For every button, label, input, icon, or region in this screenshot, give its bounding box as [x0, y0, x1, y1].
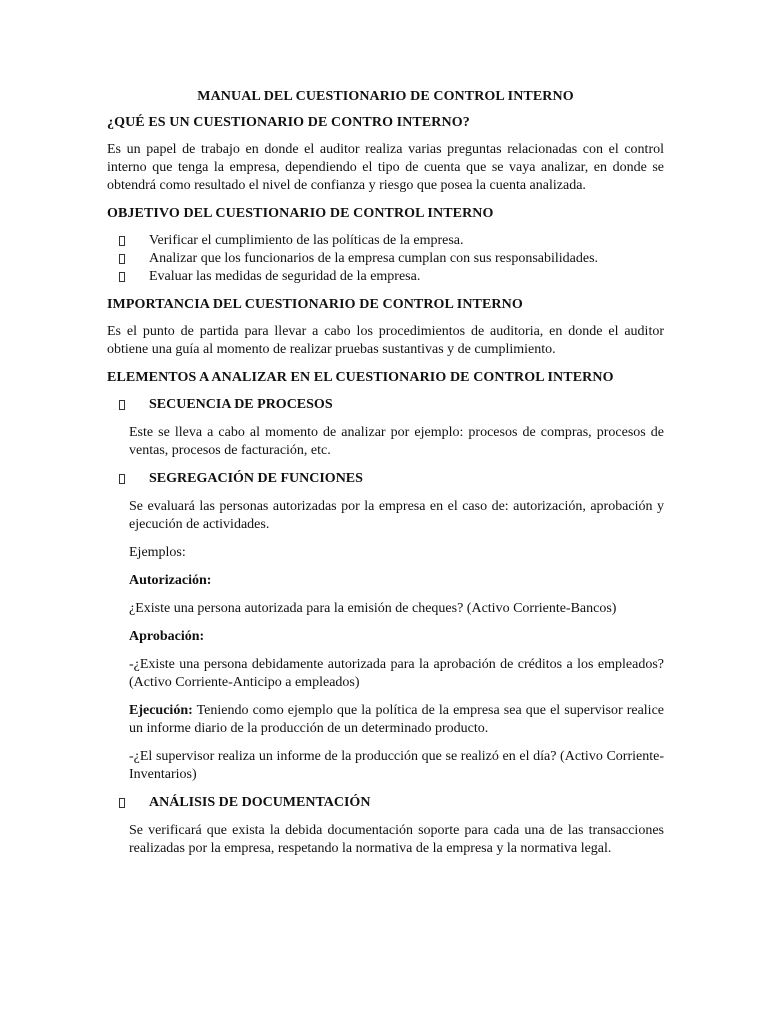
approval-text: -¿Existe una persona debidamente autorizada para la aprobación de créditos a los empleados? (Activo Corriente-Anticipo a empleados)	[129, 657, 664, 690]
subheading-text: ANÁLISIS DE DOCUMENTACIÓN	[149, 795, 371, 810]
list-item-text: Analizar que los funcionarios de la empresa cumplan con sus responsabilidades.	[149, 251, 599, 266]
execution-question: -¿El supervisor realiza un informe de la producción que se realizó en el día? (Activo Corriente-Inventarios)	[129, 749, 664, 782]
subheading-documentation	[107, 794, 664, 812]
examples-label: Ejemplos:	[129, 545, 186, 560]
document-body	[107, 88, 664, 868]
bullet-icon	[119, 236, 125, 246]
section-heading-importance: IMPORTANCIA DEL CUESTIONARIO DE CONTROL INTERNO	[107, 297, 523, 312]
bullet-icon	[119, 798, 125, 808]
bullet-icon	[119, 400, 125, 410]
paragraph-sequence: Este se lleva a cabo al momento de analizar por ejemplo: procesos de compras, procesos de ventas, procesos de facturación, etc.	[129, 425, 664, 458]
bullet-icon	[119, 474, 125, 484]
document-title: MANUAL DEL CUESTIONARIO DE CONTROL INTERNO	[197, 89, 574, 104]
list-item	[107, 268, 664, 286]
subheading-text: SEGREGACIÓN DE FUNCIONES	[149, 471, 363, 486]
list-item-text: Evaluar las medidas de seguridad de la empresa.	[149, 269, 421, 284]
bullet-icon	[119, 254, 125, 264]
paragraph-documentation: Se verificará que exista la debida documentación soporte para cada una de las transacciones realizadas por la empresa, respetando la normativa de la empresa y la normativa legal.	[129, 823, 664, 856]
section-heading-elements: ELEMENTOS A ANALIZAR EN EL CUESTIONARIO DE CONTROL INTERNO	[107, 370, 614, 385]
list-item	[107, 232, 664, 250]
sequence-block	[107, 424, 664, 460]
authorization-label: Autorización:	[129, 573, 212, 588]
subheading-segregation	[107, 470, 664, 488]
execution-paragraph	[129, 702, 664, 738]
section-heading-what-is: ¿QUÉ ES UN CUESTIONARIO DE CONTRO INTERNO?	[107, 115, 470, 130]
authorization-text: ¿Existe una persona autorizada para la emisión de cheques? (Activo Corriente-Bancos)	[129, 601, 617, 616]
subheading-sequence	[107, 396, 664, 414]
execution-label: Ejecución:	[129, 703, 193, 718]
paragraph-segregation: Se evaluará las personas autorizadas por la empresa en el caso de: autorización, aprobación y ejecución de actividades.	[129, 499, 664, 532]
objective-list	[107, 232, 664, 286]
list-item-text: Verificar el cumplimiento de las políticas de la empresa.	[149, 233, 464, 248]
segregation-block	[107, 498, 664, 784]
execution-text: Teniendo como ejemplo que la política de la empresa sea que el supervisor realice un informe diario de la producción de un determinado producto.	[129, 703, 664, 736]
bullet-icon	[119, 272, 125, 282]
paragraph-importance: Es el punto de partida para llevar a cabo los procedimientos de auditoria, en donde el auditor obtiene una guía al momento de realizar pruebas sustantivas y de cumplimiento.	[107, 324, 664, 357]
documentation-block	[107, 822, 664, 858]
subheading-text: SECUENCIA DE PROCESOS	[149, 397, 333, 412]
approval-label: Aprobación:	[129, 629, 205, 644]
list-item	[107, 250, 664, 268]
section-heading-objective: OBJETIVO DEL CUESTIONARIO DE CONTROL INTERNO	[107, 206, 494, 221]
paragraph-what-is: Es un papel de trabajo en donde el auditor realiza varias preguntas relacionadas con el control interno que tenga la empresa, dependiendo el tipo de cuenta que se vaya analizar, en donde se obtendrá como resultado el nivel de confianza y riesgo que posea la cuenta analizada.	[107, 142, 664, 193]
